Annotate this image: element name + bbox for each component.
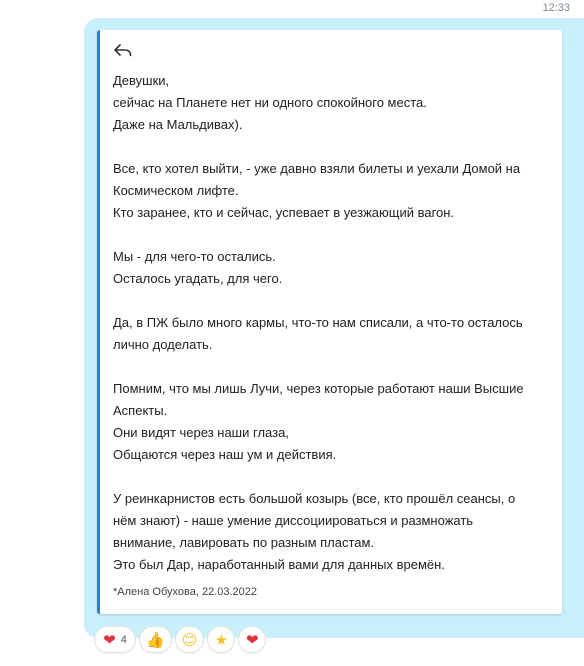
heart-icon: ❤ [246,631,259,649]
thumbs-up-icon: 👍 [146,631,165,649]
message-text [113,70,553,576]
text-line: Даже на Мальдивах). [113,117,243,132]
smile-icon: 😊 [181,631,198,649]
message-paragraph [113,246,553,290]
reaction-count: 4 [120,633,127,646]
text-line: Космическом лифте. [113,183,239,198]
text-line: Осталось угадать, для чего. [113,271,283,286]
message-timestamp: 12:33 [542,2,570,14]
reaction-star-button[interactable] [207,626,235,653]
reaction-heart-button[interactable] [94,626,136,653]
text-line: Они видят через наши глаза, [113,425,289,440]
reaction-smile-button[interactable] [175,626,205,653]
text-line: лично доделать. [113,337,213,352]
text-line: Это был Дар, наработанный вами для данных времён. [113,557,445,572]
message-paragraph [113,312,553,356]
text-line: У реинкарнистов есть большой козырь (все, кто прошёл сеансы, о [113,491,516,506]
text-line: Мы - для чего-то остались. [113,249,276,264]
message-paragraph [113,70,553,136]
forwarded-message-card[interactable] [97,30,562,614]
heart-icon: ❤ [103,631,116,649]
text-line: Да, в ПЖ было много кармы, что-то нам списали, а что-то осталось [113,315,523,330]
message-paragraph [113,158,553,224]
text-line: нём знают) - наше умение диссоциироваться и размножать [113,513,474,528]
text-line: Общаются через наш ум и действия. [113,447,337,462]
reply-icon[interactable] [114,44,132,58]
text-line: Аспекты. [113,403,168,418]
star-icon: ★ [214,631,229,649]
text-line: Кто заранее, кто и сейчас, успевает в уезжающий вагон. [113,205,455,220]
message-signature: *Алена Обухова, 22.03.2022 [113,586,258,598]
reaction-heart-button[interactable] [238,626,266,653]
message-paragraph [113,378,553,466]
reaction-thumbs-up-button[interactable] [139,626,172,653]
text-line: Помним, что мы лишь Лучи, через которые работают наши Высшие [113,381,524,396]
reactions-bar [94,626,266,653]
text-line: внимание, лавировать по разным пластам. [113,535,375,550]
message-paragraph [113,488,553,576]
text-line: сейчас на Планете нет ни одного спокойного места. [113,95,427,110]
quote-bar [97,30,100,614]
text-line: Все, кто хотел выйти, - уже давно взяли билеты и уехали Домой на [113,161,521,176]
text-line: Девушки, [113,73,170,88]
